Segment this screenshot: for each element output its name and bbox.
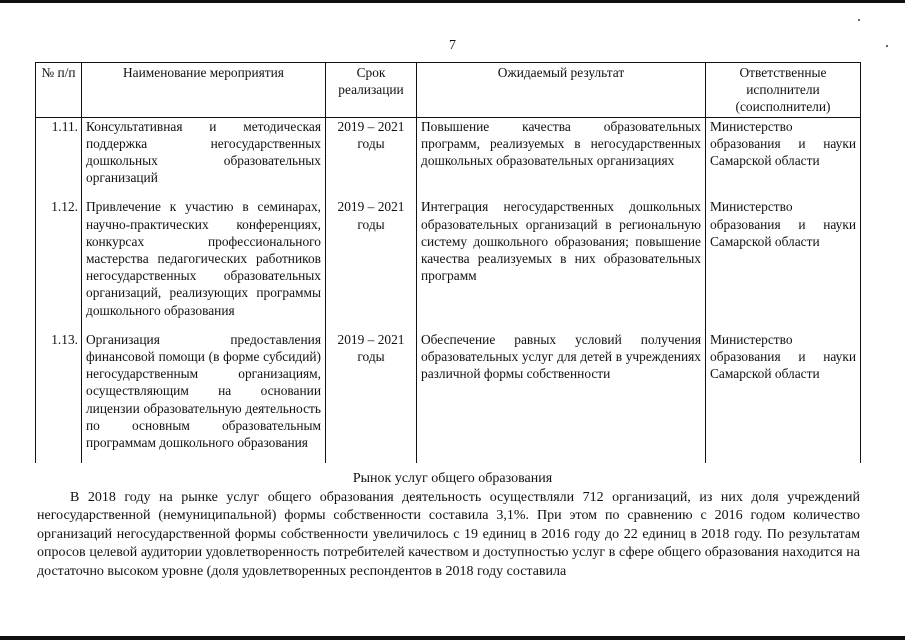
header-executors: Ответственные исполнители (соисполнители) (706, 63, 861, 118)
scan-edge-bottom (0, 636, 905, 640)
row-executors: Министерство образования и науки Самарской области (706, 331, 861, 463)
scan-speck (858, 19, 860, 21)
row-term: 2019 – 2021 годы (326, 331, 417, 463)
row-event: Организация предоставления финансовой помощи (в форме субсидий) негосударственным организациям, осуществляющим на основании лицензии образовательную деятельность по основным образовательным программам дошкольного образования (82, 331, 326, 463)
table-header-row (36, 63, 861, 118)
header-event: Наименование мероприятия (82, 63, 326, 118)
row-result: Интеграция негосударственных дошкольных образовательных организаций в региональную систему дошкольного образования; повышение качества реализуемых в них образовательных программ (417, 198, 706, 330)
header-result: Ожидаемый результат (417, 63, 706, 118)
section-title: Рынок услуг общего образования (352, 471, 553, 486)
scan-edge-top (0, 0, 905, 3)
row-result: Обеспечение равных условий получения образовательных услуг для детей в учреждениях различной формы собственности (417, 331, 706, 463)
row-term: 2019 – 2021 годы (326, 117, 417, 198)
table-row (36, 117, 861, 198)
row-executors: Министерство образования и науки Самарской области (706, 198, 861, 330)
header-num: № п/п (36, 63, 82, 118)
row-event: Привлечение к участию в семинарах, научно-практических конференциях, конкурсах профессионального мастерства педагогических работников негосударственных образовательных организаций, реализующих программы дошкольного образования (82, 198, 326, 330)
row-result: Повышение качества образовательных программ, реализуемых в негосударственных дошкольных образовательных организациях (417, 117, 706, 198)
row-num: 1.12. (36, 198, 82, 330)
page-number: 7 (449, 38, 456, 53)
body-paragraph: В 2018 году на рынке услуг общего образования деятельность осуществляли 712 организаций, из них доля учреждений негосударственной (немуниципальной) формы собственности составила 3,1%. При этом по сравнению с 2016 годом количество организаций негосударственной формы собственности увеличилось с 19 единиц в 2016 году до 22 единиц в 2018 году. По результатам опросов целевой аудитории удовлетворенность потребителей качеством и доступностью услуг в сфере общего образования находится на достаточно высоком уровне (доля удовлетворенных респондентов в 2018 году составила (37, 490, 860, 579)
row-num: 1.13. (36, 331, 82, 463)
table-row (36, 198, 861, 330)
header-term: Срок реализации (326, 63, 417, 118)
row-num: 1.11. (36, 117, 82, 198)
row-term: 2019 – 2021 годы (326, 198, 417, 330)
row-executors: Министерство образования и науки Самарской области (706, 117, 861, 198)
measures-table (35, 62, 861, 463)
table-row (36, 331, 861, 463)
row-event: Консультативная и методическая поддержка негосударственных дошкольных образовательных организаций (82, 117, 326, 198)
